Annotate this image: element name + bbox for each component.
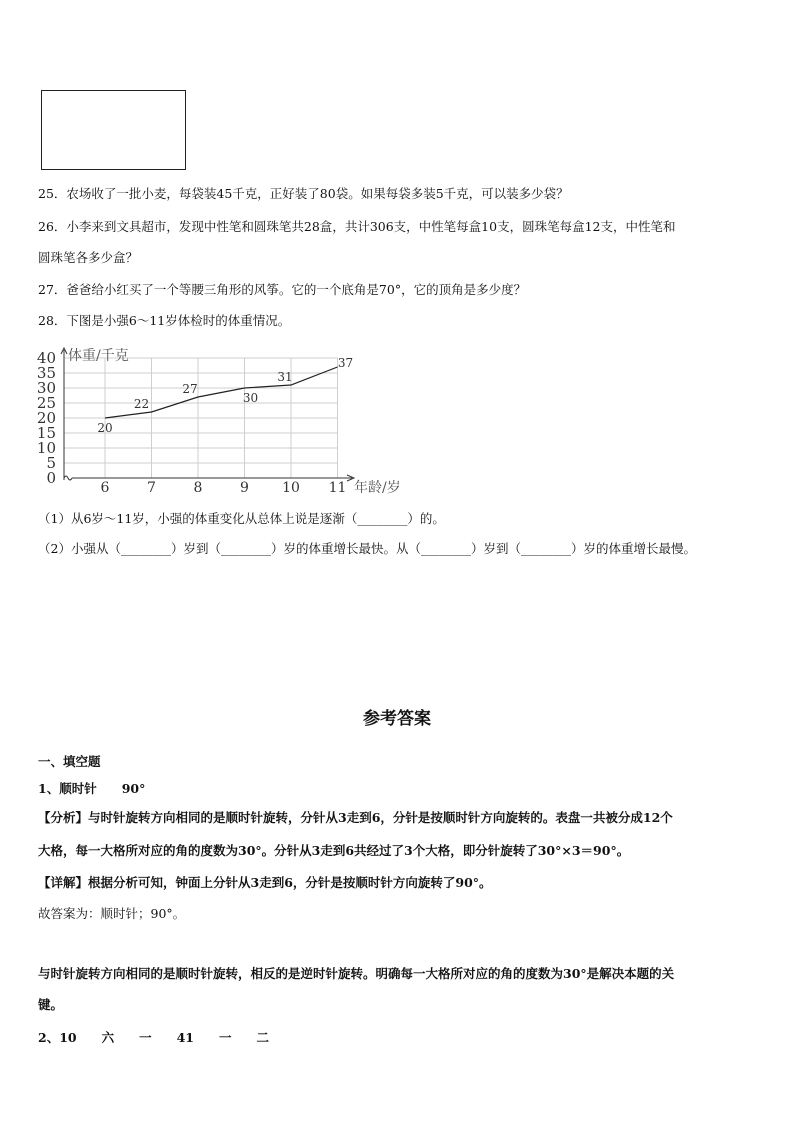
question-25: 25．农场收了一批小麦，每袋装45千克，正好装了80袋。如果每袋多装5千克，可以装多少袋？ <box>38 186 569 201</box>
answer-1-conclusion: 故答案为：顺时针；90°。 <box>38 906 186 921</box>
y-tick-label: 40 <box>36 349 56 367</box>
section-heading: 一、填空题 <box>38 754 101 769</box>
x-tick-label: 11 <box>328 480 347 496</box>
question-28-sub1: （1）从6岁～11岁，小强的体重变化从总体上说是逐渐（________）的。 <box>38 511 445 526</box>
x-axis-label: 年龄/岁 <box>354 480 401 496</box>
question-27: 27．爸爸给小红买了一个等腰三角形的风筝。它的一个底角是70°，它的顶角是多少度？ <box>38 282 527 297</box>
data-label: 31 <box>277 370 293 384</box>
x-tick-label: 9 <box>240 480 249 496</box>
answer-1-detail: 【详解】根据分析可知，钟面上分针从3走到6，分针是按顺时针方向旋转了90°。 <box>38 875 492 890</box>
answer-title: 参考答案 <box>363 709 431 729</box>
x-tick-label: 8 <box>193 480 203 496</box>
answer-1-note-line1: 与时针旋转方向相同的是顺时针旋转，相反的是逆时针旋转。明确每一大格所对应的角的度数为30°是解决本题的关 <box>38 966 675 981</box>
data-label: 27 <box>182 382 198 396</box>
data-label: 30 <box>242 391 259 405</box>
y-tick-label: 25 <box>36 394 56 412</box>
data-label: 22 <box>133 397 150 411</box>
y-axis-label: 体重/千克 <box>68 348 129 364</box>
x-tick-label: 10 <box>282 480 300 496</box>
answer-1-analysis-line1: 【分析】与时针旋转方向相同的是顺时针旋转，分针从3走到6，分针是按顺时针方向旋转的。表盘一共被分成12个 <box>38 810 673 825</box>
question-26-line1: 26．小李来到文具超市，发现中性笔和圆珠笔共28盒，共计306支，中性笔每盒10支，圆珠笔每盒12支，中性笔和 <box>38 219 676 234</box>
blank-answer-box <box>41 90 186 170</box>
x-tick-label: 7 <box>147 480 156 496</box>
x-tick-label: 6 <box>100 480 110 496</box>
question-26-line2: 圆珠笔各多少盒？ <box>38 250 139 265</box>
y-tick-label: 20 <box>36 409 56 427</box>
answer-1: 1、顺时针 90° <box>38 781 146 796</box>
y-tick-label: 10 <box>36 439 56 457</box>
y-tick-label: 0 <box>46 469 56 487</box>
question-28: 28．下图是小强6～11岁体检时的体重情况。 <box>38 313 291 328</box>
answer-2: 2、10 六 一 41 一 二 <box>38 1030 269 1045</box>
weight-line-chart <box>30 338 420 498</box>
y-tick-label: 35 <box>36 364 56 382</box>
y-tick-label: 15 <box>36 424 56 442</box>
data-label: 37 <box>337 356 354 370</box>
answer-1-analysis-line2: 大格，每一大格所对应的角的度数为30°。分针从3走到6共经过了3个大格，即分针旋转了30°×3＝90°。 <box>38 843 630 858</box>
question-28-sub2: （2）小强从（________）岁到（________）岁的体重增长最快。从（________）岁到（________）岁的体重增长最慢。 <box>38 541 696 556</box>
answer-1-note-line2: 键。 <box>38 997 64 1012</box>
data-label: 20 <box>97 421 113 435</box>
y-tick-label: 5 <box>46 454 56 472</box>
y-tick-label: 30 <box>36 379 56 397</box>
axis-break <box>64 476 72 480</box>
